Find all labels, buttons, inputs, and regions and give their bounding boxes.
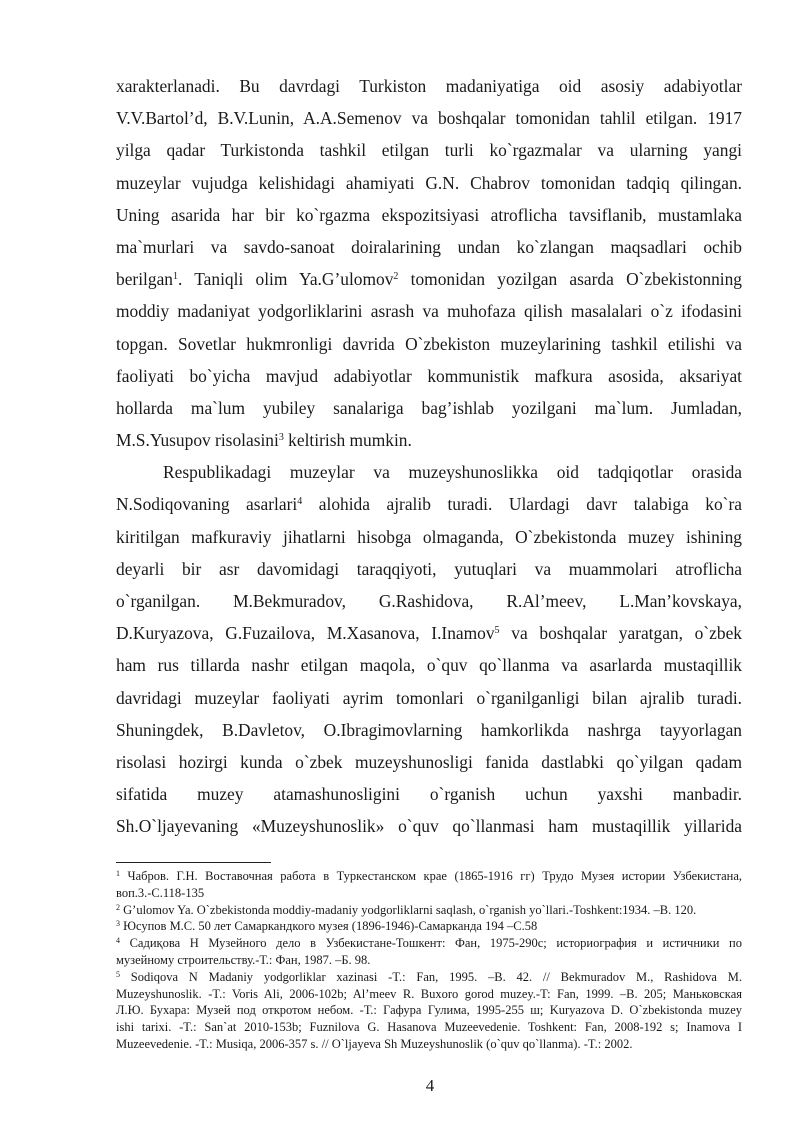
body-line: Respublikadagi muzeylar va muzeyshunoslikka oid tadqiqotlar orasida bbox=[163, 462, 742, 483]
body-line: xarakterlanadi. Bu davrdagi Turkiston madaniyatiga oid asosiy adabiyotlar bbox=[116, 76, 742, 96]
body-line: Shuningdek, B.Davletov, O.Ibragimovlarning hamkorlikda nashrga tayyorlagan bbox=[116, 719, 742, 740]
footnote-line: музейному строительству.-Т.: Фан, 1987. –Б. 98. bbox=[116, 952, 371, 967]
body-line: N.Sodiqovaning asarlari$^4$ alohida ajralib turadi. Ulardagi davr talabiga ko`ra bbox=[116, 494, 742, 515]
footnote-ref: 2 bbox=[393, 271, 399, 283]
body-line: o`rganilgan. M.Bekmuradov, G.Rashidova, R.Al’meev, L.Man’kovskaya, bbox=[116, 591, 742, 611]
body-line: kiritilgan mafkuraviy jihatlarni hisobga olmaganda, O`zbekistonda muzey ishining bbox=[116, 526, 742, 547]
footnote-ref: 5 bbox=[494, 625, 500, 637]
footnote-line: $^5$ Sodiqova N Madaniy yodgorliklar xazinasi -T.: Fan, 1995. –B. 42. // Bekmuradov M., Rashidova M. bbox=[116, 969, 742, 984]
footnote-ref: 4 bbox=[297, 496, 303, 508]
footnote-ref: 3 bbox=[278, 432, 284, 444]
body-line: V.V.Bartol’d, B.V.Lunin, A.A.Semenov va boshqalar tomonidan tahlil etilgan. 1917 bbox=[116, 108, 742, 129]
body-line: Uning asarida har bir ko`rgazma ekspozitsiyasi atroflicha tavsiflanib, mustamlaka bbox=[116, 204, 742, 225]
body-text bbox=[116, 70, 742, 843]
body-line: muzeylar vujudga kelishidagi ahamiyati G.N. Chabrov tomonidan tadqiq qilingan. bbox=[116, 172, 742, 193]
footnote-separator bbox=[116, 862, 271, 863]
body-line: M.S.Yusupov risolasini$^3$ keltirish mumkin. bbox=[116, 430, 412, 451]
footnote-line: $^3$ Юсупов М.С. 50 лет Самаркандкого музея (1896-1946)-Самарканда 194 –С.58 bbox=[116, 919, 538, 934]
body-line: berilgan$^1$. Taniqli olim Ya.G’ulomov$^2$ tomonidan yozilgan asarda O`zbekistonning bbox=[116, 269, 743, 290]
body-line: Sh.O`ljayevaning «Muzeyshunoslik» o`quv qo`llanmasi ham mustaqillik yillarida bbox=[116, 816, 742, 837]
footnote-line: $^4$ Садиқова Н Музейного дело в Узбекистане-Тошкент: Фан, 1975-290с; историография и истичники по bbox=[116, 936, 742, 951]
body-line: D.Kuryazova, G.Fuzailova, M.Xasanova, I.Inamov$^5$ va boshqalar yaratgan, o`zbek bbox=[116, 623, 742, 644]
footnote-ref: 1 bbox=[172, 271, 178, 283]
footnote-line: $^1$ Чабров. Г.Н. Воставочная работа в Туркестанском крае (1865-1916 гг) Трудо Музея истории Узбекистана, bbox=[116, 869, 742, 883]
body-line: faoliyati bo`yicha mavjud adabiyotlar kommunistik mafkura asosida, aksariyat bbox=[116, 365, 742, 386]
body-line: moddiy madaniyat yodgorliklarini asrash va muhofaza qilish masalalari o`z ifodasini bbox=[116, 301, 742, 322]
body-line: yilga qadar Turkistonda tashkil etilgan turli ko`rgazmalar va ularning yangi bbox=[116, 140, 742, 161]
footnote-line: воп.3.-С.118-135 bbox=[116, 885, 205, 900]
body-line: ma`murlari va savdo-sanoat doiralarining undan ko`zlangan maqsadlari ochib bbox=[116, 236, 742, 257]
footnote-line: Л.Ю. Бухара: Музей под откротом небом. -Т.: Гафура Гулима, 1995-255 ш; Kuryazova D. O`zbekistonda muzey bbox=[116, 1003, 742, 1018]
footnote-line: Muzeevedenie. -T.: Musiqa, 2006-357 s. // O`ljayeva Sh Muzeyshunoslik (o`quv qo`llanma). -T.: 2002. bbox=[116, 1036, 633, 1051]
body-line: topgan. Sovetlar hukmronligi davrida O`zbekiston muzeylarining tashkil etilishi va bbox=[116, 333, 742, 354]
body-line: hollarda ma`lum yubiley sanalariga bag’ishlab yozilgani ma`lum. Jumladan, bbox=[116, 397, 742, 418]
body-line: ham rus tillarda nashr etilgan maqola, o`quv qo`llanma va asarlarda mustaqillik bbox=[116, 655, 742, 676]
footnote-line: Muzeyshunoslik. -T.: Voris Ali, 2006-102b; Al’meev R. Buxoro gorod muzey.-T: Fan, 1999. –B. 205; Маньковская bbox=[116, 986, 742, 1001]
page-number: 4 bbox=[425, 1076, 435, 1095]
footnote-line: $^2$ G’ulomov Ya. O`zbekistonda moddiy-madaniy yodgorliklarni saqlash, o`rganish yo`llari.-Toshkent:1934. –B. 120. bbox=[116, 902, 697, 917]
footnote-line: ishi tarixi. -T.: San`at 2010-153b; Fuznilova G. Hasanova Muzeevedenie. Toshkent: Fan, 2008-192 s; Inamova I bbox=[116, 1020, 742, 1035]
body-line: deyarli bir asr davomidagi taraqqiyoti, yutuqlari va muammolari atroflicha bbox=[116, 558, 742, 579]
footnotes bbox=[116, 868, 742, 1053]
body-line: sifatida muzey atamashunosligini o`rganish uchun yaxshi manbadir. bbox=[116, 784, 742, 805]
body-line: risolasi hozirgi kunda o`zbek muzeyshunosligi fanida dastlabki qo`yilgan qadam bbox=[116, 751, 742, 772]
body-line: davridagi muzeylar faoliyati ayrim tomonlari o`rganilganligi bilan ajralib turadi. bbox=[116, 687, 742, 708]
